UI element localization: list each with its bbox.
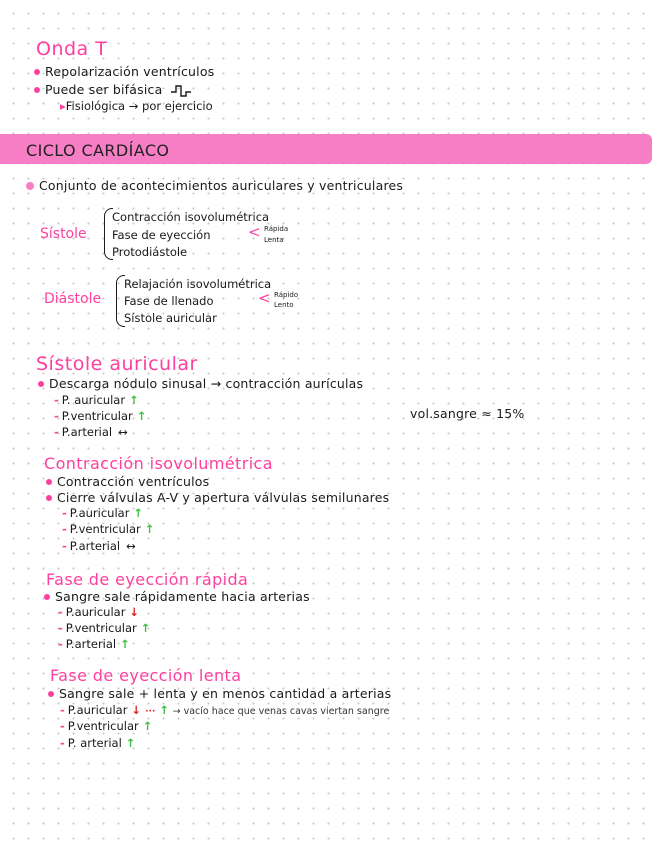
- onda-t-title: Onda T: [36, 38, 108, 60]
- diastole-item: Sístole auricular: [124, 311, 217, 325]
- bullet-icon: [34, 69, 40, 75]
- bullet-icon: [48, 691, 54, 697]
- pressure-row: - P.auricular ↓ ··· ↑ → vacío hace que venas cavas viertan sangre: [60, 703, 390, 717]
- branch-option: Lenta: [264, 236, 284, 244]
- pressure-row: - P. arterial ↑: [60, 736, 136, 750]
- diastole-label: Diástole: [44, 291, 102, 307]
- section-title: Sístole auricular: [36, 353, 198, 375]
- pressure-row: - P.ventricular ↑: [54, 409, 147, 423]
- pressure-row: - P.ventricular ↑: [62, 522, 155, 536]
- pressure-row: - P.auricular ↑: [62, 506, 144, 520]
- pressure-row: - P.ventricular ↑: [60, 719, 153, 733]
- section-title: Fase de eyección lenta: [50, 666, 242, 685]
- branch-icon: <: [258, 289, 271, 307]
- section-point: Sangre sale rápidamente hacia arterias: [44, 589, 310, 604]
- pressure-row: - P.arterial ↑: [58, 637, 130, 651]
- volume-note: vol.sangre ≈ 15%: [410, 406, 525, 421]
- sistole-item: Fase de eyección: [112, 228, 211, 242]
- onda-t-sub: ▸Fisiológica → por ejercicio: [60, 99, 213, 113]
- pressure-row: - P.arterial ↔: [54, 425, 128, 439]
- intro-text: Conjunto de acontecimientos auriculares y ventriculares: [26, 178, 403, 193]
- sistole-item: Contracción isovolumétrica: [112, 210, 270, 224]
- branch-icon: <: [248, 223, 261, 241]
- sistole-item: Protodiástole: [112, 245, 188, 259]
- bullet-icon: [46, 495, 52, 501]
- branch-option: Lento: [274, 301, 294, 309]
- bullet-icon: [26, 182, 34, 190]
- pressure-row: - P.arterial ↔: [62, 539, 136, 553]
- pressure-row: - P.ventricular ↑: [58, 621, 151, 635]
- section-point: Cierre válvulas A-V y apertura válvulas semilunares: [46, 490, 389, 505]
- onda-t-item: Puede ser bifásica: [34, 82, 192, 98]
- pressure-row: - P. auricular ↑: [54, 393, 139, 407]
- section-title: Fase de eyección rápida: [46, 570, 249, 589]
- branch-option: Rápida: [264, 225, 289, 233]
- bullet-icon: [44, 594, 50, 600]
- diastole-item: Fase de llenado: [124, 294, 214, 308]
- bullet-icon: [38, 381, 44, 387]
- section-point: Sangre sale + lenta y en menos cantidad a arterias: [48, 686, 391, 701]
- section-point: Descarga nódulo sinusal → contracción aurículas: [38, 376, 363, 391]
- diastole-item: Relajación isovolumétrica: [124, 277, 272, 291]
- sistole-label: Sístole: [40, 226, 87, 242]
- banner-title: CICLO CARDÍACO: [26, 141, 170, 160]
- section-point: Contracción ventrículos: [46, 474, 209, 489]
- branch-option: Rápido: [274, 291, 299, 299]
- bullet-icon: [46, 479, 52, 485]
- biphasic-wave-icon: [170, 84, 192, 98]
- pressure-row: - P.auricular ↓: [58, 605, 140, 619]
- bullet-icon: [34, 87, 40, 93]
- onda-t-item: Repolarización ventrículos: [34, 64, 214, 79]
- section-title: Contracción isovolumétrica: [44, 454, 273, 473]
